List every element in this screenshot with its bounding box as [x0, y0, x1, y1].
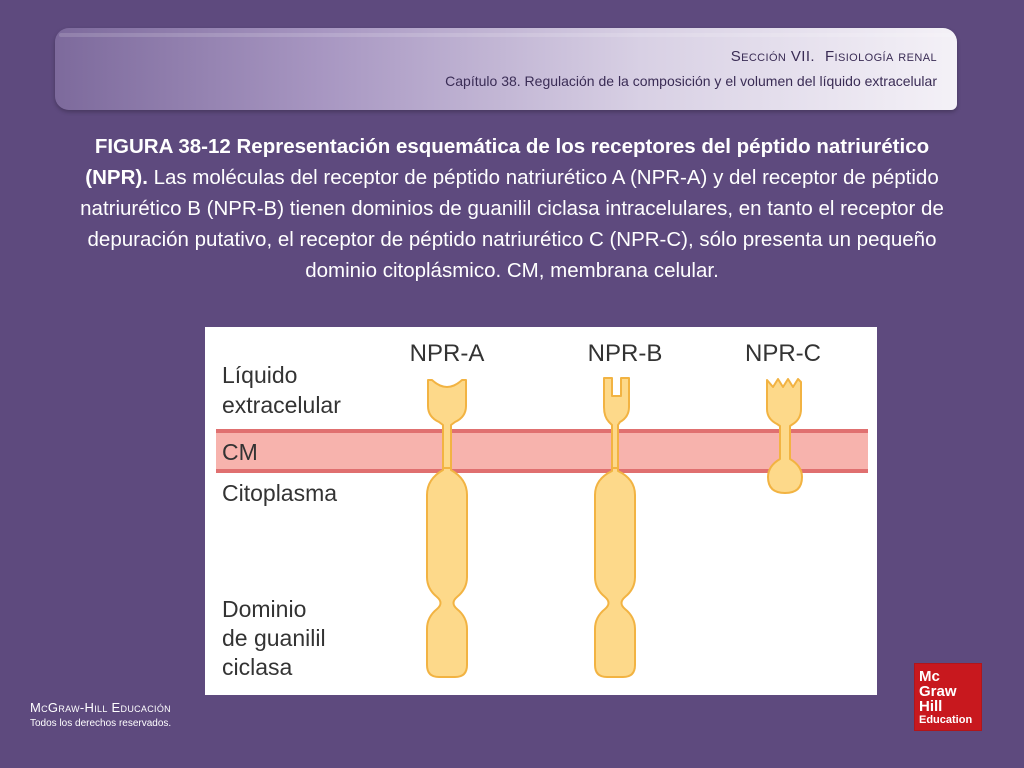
membrane-edge-top [216, 429, 868, 433]
publisher-name: McGraw-Hill Educación [30, 700, 171, 715]
caption-title: FIGURA 38-12 Representación esquemática de los receptores del péptido natriurético (NPR). [85, 135, 930, 189]
receptor-label-npr-c: NPR-C [745, 340, 821, 367]
logo-line4: Education [919, 714, 973, 726]
receptor-diagram [205, 327, 877, 695]
caption-body: Las moléculas del receptor de péptido natriurético A (NPR-A) y del receptor de péptido natriurético B (NPR-B) tienen dominios de guanilil ciclasa intracelulares, en tanto el receptor de depuración putativo, el receptor de péptido natriurético C (NPR-C), sólo presenta un pequeño dominio citoplásmico. CM, membrana celular. [80, 166, 944, 282]
section-title [721, 48, 937, 65]
copyright-notice: Todos los derechos reservados. [30, 718, 172, 729]
npr-a-guanylyl-cyclase-domain [427, 468, 467, 677]
logo-line3: Hill [919, 698, 943, 715]
npr-a-receptor [427, 380, 467, 677]
receptor-label-npr-b: NPR-B [587, 340, 663, 367]
domain-label-line3: ciclasa [222, 654, 293, 680]
section-name: Fisiología renal [824, 48, 937, 65]
domain-label-line2: de guanilil [222, 625, 326, 651]
logo-line2: Graw [919, 683, 957, 700]
receptor-diagram-svg [205, 327, 877, 695]
npr-b-guanylyl-cyclase-domain [595, 468, 635, 677]
npr-b-receptor [595, 378, 635, 677]
header-band [55, 28, 957, 110]
logo-line1: Mc [919, 668, 940, 685]
membrane-label: CM [222, 439, 258, 465]
section-number: Sección VII. [730, 48, 815, 65]
receptor-label-npr-a: NPR-A [409, 340, 485, 367]
extracellular-label-line1: Líquido [222, 362, 298, 388]
extracellular-label-line2: extracelular [222, 392, 341, 418]
chapter-title: Capítulo 38. Regulación de la composición y el volumen del líquido extracelular [445, 73, 937, 89]
cytoplasm-label: Citoplasma [222, 480, 338, 506]
figure-caption [70, 131, 954, 286]
domain-label-line1: Dominio [222, 596, 307, 622]
mcgraw-hill-logo [915, 664, 981, 730]
